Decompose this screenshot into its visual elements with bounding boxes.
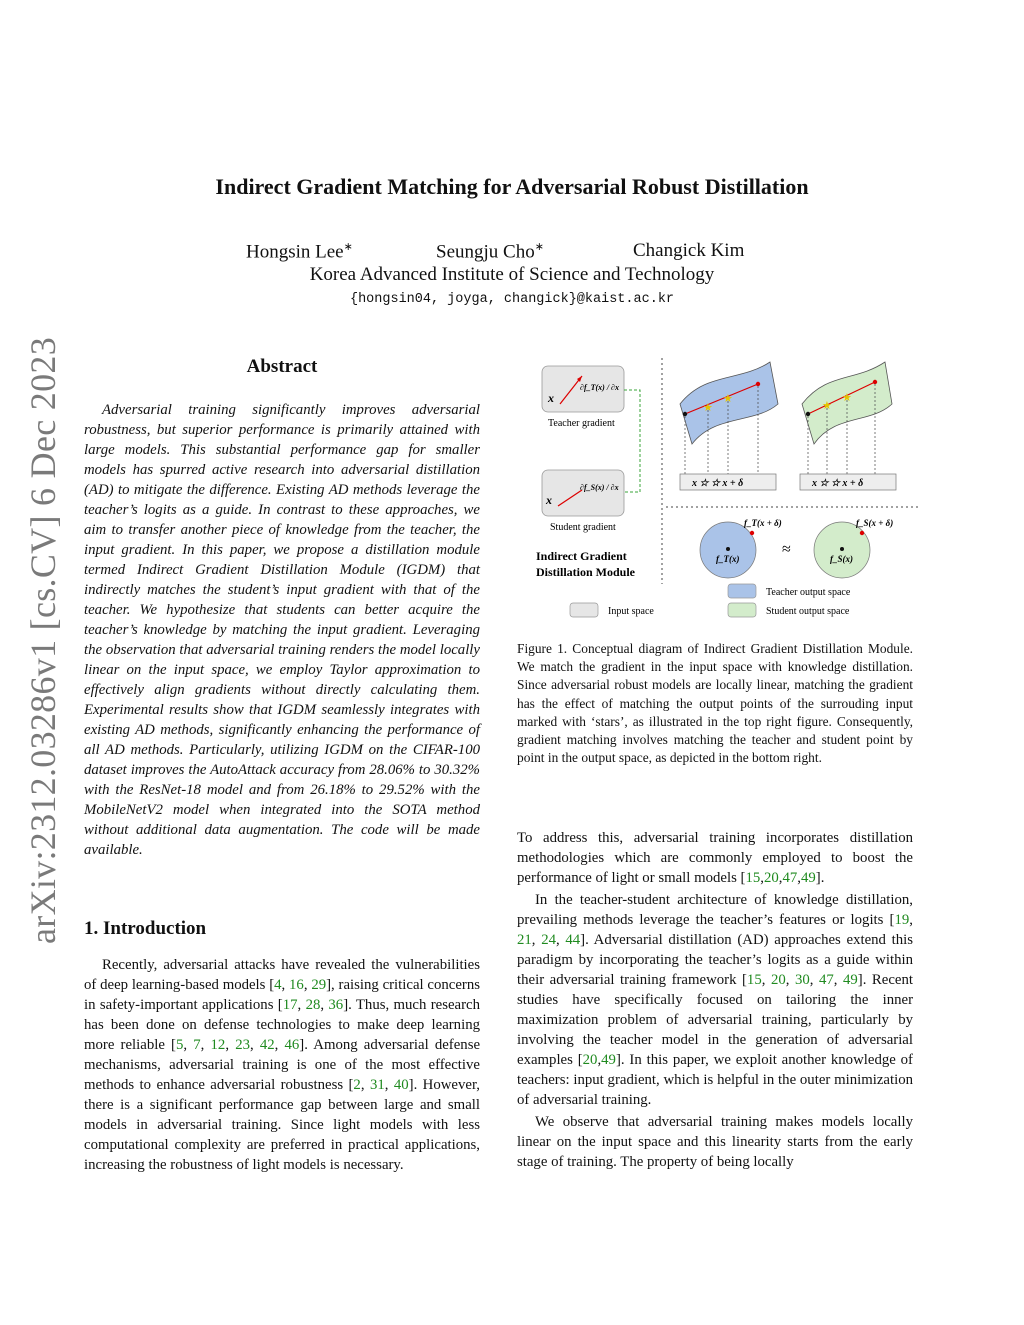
citation-link[interactable]: 30: [794, 972, 810, 988]
right-paragraph-1: [517, 828, 913, 888]
text-run: Recently, adversarial attacks have revealed the vulnerabilities of deep learning-based models [: [84, 957, 480, 993]
text-run: ,: [303, 977, 312, 993]
citation-link[interactable]: 21: [517, 932, 532, 948]
svg-text:f_S(x + δ): f_S(x + δ): [856, 518, 894, 528]
citation-link[interactable]: 28: [305, 997, 321, 1013]
teacher-star-1: ★: [703, 402, 713, 414]
citation-link[interactable]: 23: [235, 1037, 250, 1053]
text-run: ,: [225, 1037, 236, 1053]
teacher-grad-formula: ∂f_T(x) / ∂x: [580, 383, 620, 392]
citation-link[interactable]: 15: [746, 972, 762, 988]
approx-symbol: ≈: [782, 541, 791, 558]
text-run: To address this, adversarial training incorporates distillation methodologies which are commonly employed to boost the performance of light or small models [: [517, 830, 913, 886]
student-grad-formula: ∂f_S(x) / ∂x: [580, 483, 619, 492]
text-run: ,: [320, 997, 329, 1013]
citation-link[interactable]: 20: [582, 1052, 598, 1068]
citation-link[interactable]: 24: [541, 932, 556, 948]
citation-link[interactable]: 44: [565, 932, 581, 948]
text-run: ,: [785, 972, 795, 988]
citation-link[interactable]: 17: [282, 997, 298, 1013]
right-paragraph-3: We observe that adversarial training makes models locally linear on the input space and this linearity starts from the early stage of training. The property of being locally: [517, 1114, 913, 1170]
svg-text:x ☆ ☆ x + δ: x ☆ ☆ x + δ: [692, 478, 744, 489]
svg-text:f_T(x + δ): f_T(x + δ): [744, 518, 782, 528]
text-run: ]. In this paper, we exploit another knowledge of teachers: input gradient, which is helpful in the outer minimization of adversarial training.: [517, 1052, 913, 1108]
text-run: ,: [249, 1037, 260, 1053]
text-run: In the teacher-student architecture of knowledge distillation, prevailing methods leverage the teacher’s features or logits [: [517, 892, 913, 928]
svg-text:x ☆ ☆ x + δ: x ☆ ☆ x + δ: [812, 478, 864, 489]
figure-1-caption: Figure 1. Conceptual diagram of Indirect Gradient Distillation Module. We match the gradient in the input space with knowledge distillation. Since adversarial robust models are locally linear, matching the gradient has the effect of matching the output points of the surrouding input marked with ‘stars’, as illustrated in the top right figure. Consequently, gradient matching involves matching the teacher and student point by point in the output space, as depicted in the bottom right.: [517, 641, 913, 766]
citation-link[interactable]: 47: [818, 972, 834, 988]
citation-link[interactable]: 5: [176, 1037, 184, 1053]
paper-title: Indirect Gradient Matching for Adversarial Robust Distillation: [215, 174, 809, 199]
text-run: ,: [809, 972, 819, 988]
svg-text:f_S(x): f_S(x): [830, 554, 853, 564]
legend-teacher-swatch: [728, 584, 756, 598]
citation-link[interactable]: 46: [284, 1037, 300, 1053]
citation-link[interactable]: 42: [259, 1037, 275, 1053]
citation-link[interactable]: 36: [328, 997, 344, 1013]
text-run: ,: [778, 870, 783, 886]
right-column: [517, 828, 913, 1174]
citation-link[interactable]: 2: [353, 1077, 361, 1093]
text-run: ]. Among adversarial defense mechanisms, adversarial training is one of the most effective methods to enhance adversarial robustness [: [84, 1037, 481, 1093]
author-emails: {hongsin04, joyga, changick}@kaist.ac.kr: [349, 292, 675, 307]
citation-link[interactable]: 15: [745, 870, 761, 886]
text-run: ,: [281, 977, 290, 993]
module-title-1: Indirect Gradient: [536, 549, 627, 563]
text-run: ,: [833, 972, 843, 988]
affiliation: Korea Advanced Institute of Science and Technology: [309, 264, 715, 285]
citation-link[interactable]: 20: [763, 870, 779, 886]
text-run: ,: [297, 997, 306, 1013]
abstract-text: Adversarial training significantly improves adversarial robustness, but superior performance is primarily attained with large models. This substantial performance gap for smaller models has spurred active research into adversarial distillation (AD) to mitigate the difference. Existing AD methods leverage the teacher’s logits as a guide. In contrast to these approaches, we aim to transfer another piece of knowledge from the teacher, the input gradient. In this paper, we propose a distillation module termed Indirect Gradient Distillation Module (IGDM) that indirectly matches the student’s input gradient with that of the teacher. We hypothesize that students can better acquire the teacher’s knowledge by matching the input gradient. Leveraging the observation that adversarial training renders the model locally linear on the input space, we employ Taylor approximation to effectively align gradients without directly calculating them. Experimental results show that IGDM seamlessly integrates with existing AD methods, significantly enhancing the performance of all AD methods. Particularly, utilizing IGDM on the CIFAR-100 dataset improves the AutoAttack accuracy from 28.06% to 30.32% with the ResNet-18 model and from 26.18% to 29.52% with the MobileNetV2 model when integrated into the SOTA method without additional data augmentation. The code will be made available.: [84, 402, 480, 858]
citation-link[interactable]: 31: [369, 1077, 385, 1093]
text-run: ,: [797, 870, 801, 886]
text-run: ], raising critical concerns in safety-important applications [: [84, 977, 480, 1013]
text-run: ]. However, there is a significant performance gap between large and small models in adversarial training. Since light models with less computational complexity are preferred in practical applications, increasing the robustness of light models is necessary.: [84, 1077, 481, 1173]
student-star-2: ★: [842, 392, 852, 404]
text-run: ,: [384, 1077, 394, 1093]
right-paragraph-2: [517, 890, 913, 1110]
citation-link[interactable]: 20: [770, 972, 786, 988]
text-run: ].: [815, 870, 825, 886]
text-run: ]. Recent studies have specifically focused on tailoring the inner maximization problem of adversarial training, particularly by involving the teacher model in the generation of adversarial examples [: [517, 972, 913, 1068]
text-run: ]. Thus, much research has been done on defense technologies to make deep learning more reliable [: [84, 997, 480, 1053]
text-run: ,: [555, 932, 566, 948]
citation-link[interactable]: 12: [210, 1037, 226, 1053]
text-run: ,: [200, 1037, 211, 1053]
arxiv-sidebar: arXiv:2312.03286v1 [cs.CV] 6 Dec 2023: [23, 337, 63, 944]
text-run: ,: [274, 1037, 285, 1053]
abstract-body: [84, 400, 480, 860]
legend-student-label: Student output space: [766, 606, 850, 617]
citation-link[interactable]: 19: [894, 912, 910, 928]
citation-link[interactable]: 7: [193, 1037, 201, 1053]
connector-dashed: [624, 390, 640, 492]
intro-paragraph: [84, 955, 480, 1175]
teacher-star-2: ★: [723, 393, 733, 405]
citation-link[interactable]: 40: [393, 1077, 409, 1093]
student-x-var: x: [546, 493, 552, 507]
teacher-x-var: x: [548, 391, 554, 405]
citation-link[interactable]: 16: [289, 977, 304, 993]
text-run: ,: [761, 972, 771, 988]
legend-teacher-label: Teacher output space: [766, 587, 851, 598]
text-run: ,: [531, 932, 542, 948]
citation-link[interactable]: 4: [274, 977, 282, 993]
abstract-heading: Abstract: [246, 356, 318, 377]
text-run: ,: [597, 1052, 602, 1068]
legend-student-swatch: [728, 603, 756, 617]
text-run: ,: [183, 1037, 194, 1053]
teacher-gradient-label: Teacher gradient: [548, 418, 615, 429]
legend-input-label: Input space: [608, 606, 654, 617]
author-3: Changick Kim: [633, 240, 745, 261]
author-2: Seungju Cho∗: [436, 241, 544, 263]
figure-1: [530, 352, 920, 627]
student-gradient-box: [542, 470, 624, 516]
author-1: Hongsin Lee∗: [246, 241, 353, 263]
text-run: ,: [760, 870, 764, 886]
text-run: ,: [909, 912, 913, 928]
student-star-1: ★: [822, 400, 832, 412]
text-run: ,: [360, 1077, 370, 1093]
student-gradient-label: Student gradient: [550, 522, 616, 533]
citation-link[interactable]: 49: [842, 972, 858, 988]
svg-text:f_T(x): f_T(x): [716, 554, 740, 564]
intro-column: [84, 955, 480, 1177]
legend-input-swatch: [570, 603, 598, 617]
intro-heading: 1. Introduction: [84, 918, 207, 939]
module-title-2: Distillation Module: [536, 565, 636, 579]
citation-link[interactable]: 49: [800, 870, 816, 886]
citation-link[interactable]: 29: [311, 977, 327, 993]
citation-link[interactable]: 47: [782, 870, 798, 886]
citation-link[interactable]: 49: [601, 1052, 616, 1068]
text-run: ]. Adversarial distillation (AD) approaches extend this paradigm by incorporating the teacher’s logits as a guide within their adversarial training framework [: [517, 932, 913, 988]
